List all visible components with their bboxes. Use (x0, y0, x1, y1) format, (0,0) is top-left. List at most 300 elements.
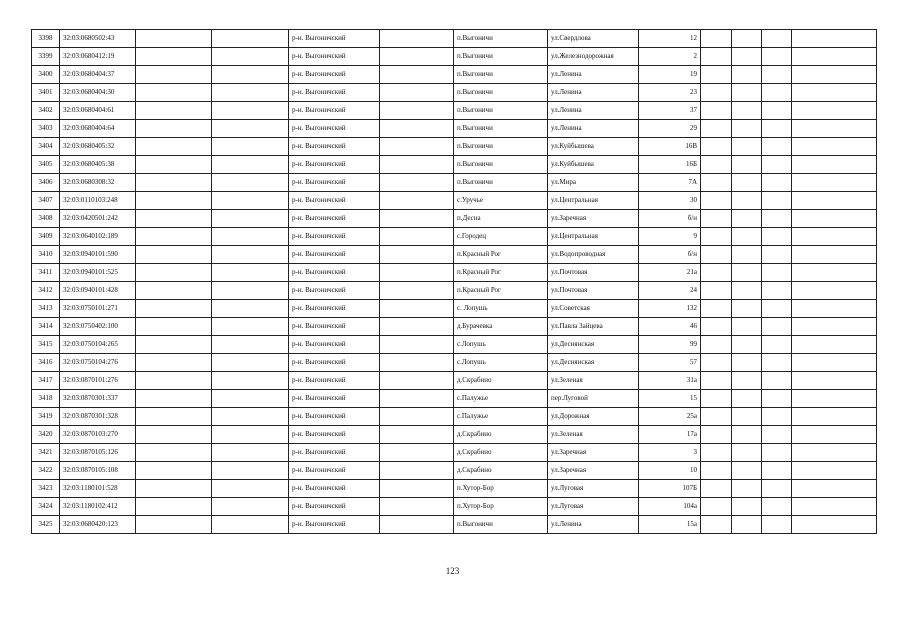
cell-empty (762, 120, 792, 138)
cell-empty (701, 228, 732, 246)
cell-empty (762, 300, 792, 318)
cell-empty (701, 462, 732, 480)
cell-empty (732, 498, 762, 516)
cell-locality: д.Скрабино (454, 426, 548, 444)
cell-cad: 32:03:0940101:525 (60, 264, 136, 282)
cell-locality: п.Выгоничи (454, 66, 548, 84)
cell-num: 3415 (32, 336, 60, 354)
cell-house: 21а (639, 264, 701, 282)
cell-house: 12 (639, 30, 701, 48)
cell-empty (136, 354, 212, 372)
cell-empty (792, 516, 877, 534)
cell-empty (701, 444, 732, 462)
cell-locality: п.Хутор-Бор (454, 480, 548, 498)
cell-empty (792, 444, 877, 462)
table-row (32, 498, 877, 516)
cell-empty (212, 354, 289, 372)
cell-empty (380, 498, 454, 516)
cell-cad: 32:03:0940101:590 (60, 246, 136, 264)
cell-empty (136, 318, 212, 336)
cell-empty (380, 516, 454, 534)
cell-house: 99 (639, 336, 701, 354)
cell-empty (136, 300, 212, 318)
cell-street: ул.Ленина (548, 84, 639, 102)
cell-num: 3423 (32, 480, 60, 498)
cell-locality: с.Палужье (454, 390, 548, 408)
table-row (32, 426, 877, 444)
cell-empty (762, 372, 792, 390)
cell-cad: 32:03:0870105:108 (60, 462, 136, 480)
table-row (32, 30, 877, 48)
cell-empty (701, 390, 732, 408)
cell-empty (762, 246, 792, 264)
cell-cad: 32:03:0870105:126 (60, 444, 136, 462)
table-row (32, 84, 877, 102)
cell-street: ул.Водопроводная (548, 246, 639, 264)
cell-empty (212, 426, 289, 444)
cell-district: р-н. Выгоничский (289, 444, 380, 462)
cell-empty (212, 246, 289, 264)
cell-cad: 32:03:0680405:38 (60, 156, 136, 174)
cell-house: 17а (639, 426, 701, 444)
cell-cad: 32:03:0750402:100 (60, 318, 136, 336)
cell-empty (762, 210, 792, 228)
cell-empty (136, 282, 212, 300)
cell-house: 10 (639, 462, 701, 480)
table-row (32, 210, 877, 228)
cell-empty (792, 120, 877, 138)
cell-empty (762, 336, 792, 354)
cell-empty (212, 390, 289, 408)
cell-empty (792, 228, 877, 246)
cell-empty (136, 480, 212, 498)
cell-locality: п.Десна (454, 210, 548, 228)
table-row (32, 444, 877, 462)
cell-cad: 32:03:0870301:337 (60, 390, 136, 408)
cell-empty (762, 156, 792, 174)
cell-empty (701, 282, 732, 300)
cell-empty (212, 192, 289, 210)
cell-district: р-н. Выгоничский (289, 210, 380, 228)
cell-empty (212, 444, 289, 462)
cell-house: 104а (639, 498, 701, 516)
cell-locality: с.Лопушь (454, 354, 548, 372)
cell-empty (212, 516, 289, 534)
cell-empty (762, 408, 792, 426)
cell-empty (762, 138, 792, 156)
cell-empty (762, 462, 792, 480)
cell-empty (732, 48, 762, 66)
cell-num: 3420 (32, 426, 60, 444)
cell-empty (792, 192, 877, 210)
cell-empty (212, 156, 289, 174)
cell-empty (136, 174, 212, 192)
property-registry-table (31, 29, 877, 534)
cell-empty (212, 408, 289, 426)
cell-district: р-н. Выгоничский (289, 138, 380, 156)
cell-locality: д.Скрабино (454, 462, 548, 480)
cell-house: 19 (639, 66, 701, 84)
cell-street: ул.Свердлова (548, 30, 639, 48)
cell-street: ул.Ленина (548, 516, 639, 534)
cell-empty (136, 102, 212, 120)
cell-empty (732, 426, 762, 444)
cell-empty (212, 174, 289, 192)
cell-empty (212, 480, 289, 498)
cell-empty (792, 480, 877, 498)
cell-empty (732, 282, 762, 300)
cell-locality: п.Выгоничи (454, 48, 548, 66)
cell-empty (136, 156, 212, 174)
cell-num: 3424 (32, 498, 60, 516)
cell-empty (762, 48, 792, 66)
cell-district: р-н. Выгоничский (289, 318, 380, 336)
cell-district: р-н. Выгоничский (289, 372, 380, 390)
table-row (32, 408, 877, 426)
cell-locality: п.Выгоничи (454, 156, 548, 174)
cell-district: р-н. Выгоничский (289, 264, 380, 282)
cell-street: ул.Заречная (548, 462, 639, 480)
cell-empty (136, 498, 212, 516)
table-body (32, 30, 877, 534)
cell-empty (792, 48, 877, 66)
cell-empty (136, 426, 212, 444)
cell-district: р-н. Выгоничский (289, 498, 380, 516)
cell-empty (762, 264, 792, 282)
cell-house: 7А (639, 174, 701, 192)
table-row (32, 138, 877, 156)
cell-street: пер.Луговой (548, 390, 639, 408)
cell-empty (762, 516, 792, 534)
cell-empty (212, 462, 289, 480)
cell-empty (380, 138, 454, 156)
cell-district: р-н. Выгоничский (289, 102, 380, 120)
cell-locality: п.Выгоничи (454, 102, 548, 120)
table-row (32, 516, 877, 534)
cell-district: р-н. Выгоничский (289, 246, 380, 264)
cell-empty (380, 390, 454, 408)
cell-empty (732, 300, 762, 318)
cell-street: ул.Мира (548, 174, 639, 192)
cell-empty (792, 30, 877, 48)
cell-empty (792, 66, 877, 84)
cell-empty (380, 210, 454, 228)
cell-street: ул.Центральная (548, 228, 639, 246)
table-row (32, 336, 877, 354)
cell-empty (701, 372, 732, 390)
cell-locality: п.Выгоничи (454, 174, 548, 192)
cell-house: 2 (639, 48, 701, 66)
table-row (32, 282, 877, 300)
cell-empty (701, 138, 732, 156)
cell-locality: с.Уручье (454, 192, 548, 210)
cell-num: 3398 (32, 30, 60, 48)
cell-district: р-н. Выгоничский (289, 480, 380, 498)
cell-num: 3419 (32, 408, 60, 426)
table-row (32, 120, 877, 138)
cell-empty (701, 174, 732, 192)
cell-empty (380, 156, 454, 174)
cell-empty (792, 138, 877, 156)
cell-cad: 32:03:0680308:32 (60, 174, 136, 192)
cell-empty (701, 192, 732, 210)
cell-house: 57 (639, 354, 701, 372)
cell-cad: 32:03:0680404:61 (60, 102, 136, 120)
cell-house: 3 (639, 444, 701, 462)
cell-empty (380, 174, 454, 192)
cell-empty (701, 318, 732, 336)
cell-locality: п.Красный Рог (454, 264, 548, 282)
cell-empty (380, 480, 454, 498)
cell-house: 31а (639, 372, 701, 390)
cell-cad: 32:03:1180101:528 (60, 480, 136, 498)
cell-locality: п.Выгоничи (454, 516, 548, 534)
cell-street: ул.Куйбышева (548, 138, 639, 156)
cell-empty (732, 84, 762, 102)
cell-district: р-н. Выгоничский (289, 390, 380, 408)
cell-district: р-н. Выгоничский (289, 174, 380, 192)
cell-empty (701, 210, 732, 228)
cell-empty (701, 84, 732, 102)
cell-empty (762, 318, 792, 336)
cell-num: 3407 (32, 192, 60, 210)
cell-street: ул.Деснянская (548, 336, 639, 354)
cell-empty (701, 30, 732, 48)
cell-street: ул.Зеленая (548, 372, 639, 390)
cell-empty (762, 30, 792, 48)
cell-empty (212, 318, 289, 336)
table-row (32, 102, 877, 120)
cell-empty (732, 174, 762, 192)
cell-locality: с.Лопушь (454, 336, 548, 354)
cell-empty (380, 462, 454, 480)
cell-empty (701, 156, 732, 174)
cell-empty (792, 246, 877, 264)
cell-empty (762, 426, 792, 444)
table-row (32, 372, 877, 390)
cell-empty (732, 336, 762, 354)
cell-street: ул.Куйбышева (548, 156, 639, 174)
cell-empty (792, 102, 877, 120)
cell-empty (732, 102, 762, 120)
cell-empty (136, 408, 212, 426)
cell-cad: 32:03:0680405:32 (60, 138, 136, 156)
cell-empty (136, 210, 212, 228)
cell-num: 3406 (32, 174, 60, 192)
cell-locality: п.Выгоничи (454, 120, 548, 138)
cell-empty (212, 210, 289, 228)
table-row (32, 462, 877, 480)
cell-empty (701, 66, 732, 84)
cell-street: ул.Ленина (548, 102, 639, 120)
cell-house: 30 (639, 192, 701, 210)
cell-empty (136, 444, 212, 462)
cell-num: 3404 (32, 138, 60, 156)
cell-empty (762, 282, 792, 300)
cell-empty (136, 84, 212, 102)
cell-cad: 32:03:0870101:276 (60, 372, 136, 390)
cell-empty (701, 300, 732, 318)
cell-empty (380, 426, 454, 444)
cell-empty (762, 174, 792, 192)
cell-empty (136, 516, 212, 534)
cell-empty (732, 246, 762, 264)
cell-district: р-н. Выгоничский (289, 120, 380, 138)
cell-empty (701, 264, 732, 282)
cell-empty (732, 228, 762, 246)
cell-empty (212, 30, 289, 48)
cell-cad: 32:03:0680404:30 (60, 84, 136, 102)
cell-house: 15а (639, 516, 701, 534)
cell-num: 3411 (32, 264, 60, 282)
cell-locality: п.Выгоничи (454, 30, 548, 48)
cell-empty (732, 66, 762, 84)
cell-district: р-н. Выгоничский (289, 408, 380, 426)
cell-empty (792, 336, 877, 354)
cell-street: ул.Деснянская (548, 354, 639, 372)
cell-num: 3413 (32, 300, 60, 318)
cell-locality: д.Скрабино (454, 444, 548, 462)
cell-num: 3425 (32, 516, 60, 534)
table-row (32, 264, 877, 282)
cell-district: р-н. Выгоничский (289, 516, 380, 534)
cell-num: 3403 (32, 120, 60, 138)
cell-street: ул.Павла Зайцева (548, 318, 639, 336)
cell-num: 3417 (32, 372, 60, 390)
cell-empty (732, 156, 762, 174)
cell-locality: д.Бурачевка (454, 318, 548, 336)
cell-locality: п.Выгоничи (454, 84, 548, 102)
cell-cad: 32:03:0940101:428 (60, 282, 136, 300)
cell-locality: д.Скрабино (454, 372, 548, 390)
cell-house: 29 (639, 120, 701, 138)
cell-empty (380, 48, 454, 66)
cell-empty (792, 210, 877, 228)
cell-empty (380, 192, 454, 210)
cell-empty (212, 336, 289, 354)
cell-district: р-н. Выгоничский (289, 192, 380, 210)
cell-empty (762, 192, 792, 210)
cell-empty (701, 408, 732, 426)
cell-empty (701, 336, 732, 354)
cell-empty (212, 66, 289, 84)
cell-cad: 32:03:1180102:412 (60, 498, 136, 516)
cell-street: ул.Почтовая (548, 282, 639, 300)
cell-empty (792, 282, 877, 300)
cell-district: р-н. Выгоничский (289, 156, 380, 174)
cell-district: р-н. Выгоничский (289, 48, 380, 66)
cell-empty (136, 120, 212, 138)
cell-empty (732, 516, 762, 534)
page-number: 123 (445, 566, 460, 576)
table-row (32, 390, 877, 408)
cell-empty (380, 30, 454, 48)
cell-empty (212, 498, 289, 516)
cell-empty (136, 228, 212, 246)
cell-empty (732, 408, 762, 426)
cell-locality: с.Палужье (454, 408, 548, 426)
cell-empty (212, 102, 289, 120)
cell-street: ул.Ленина (548, 120, 639, 138)
cell-district: р-н. Выгоничский (289, 426, 380, 444)
cell-district: р-н. Выгоничский (289, 462, 380, 480)
cell-empty (732, 264, 762, 282)
table-row (32, 480, 877, 498)
cell-district: р-н. Выгоничский (289, 336, 380, 354)
cell-empty (380, 372, 454, 390)
cell-empty (212, 300, 289, 318)
cell-empty (380, 246, 454, 264)
cell-empty (380, 282, 454, 300)
cell-empty (792, 264, 877, 282)
cell-house: 37 (639, 102, 701, 120)
cell-empty (701, 102, 732, 120)
cell-empty (136, 264, 212, 282)
cell-num: 3421 (32, 444, 60, 462)
cell-house: 15 (639, 390, 701, 408)
cell-locality: п.Выгоничи (454, 138, 548, 156)
cell-empty (380, 408, 454, 426)
cell-house: 16В (639, 138, 701, 156)
cell-cad: 32:03:0680412:19 (60, 48, 136, 66)
cell-street: ул.Луговая (548, 480, 639, 498)
cell-empty (380, 300, 454, 318)
cell-street: ул.Дорожная (548, 408, 639, 426)
cell-street: ул.Ленина (548, 66, 639, 84)
cell-empty (792, 426, 877, 444)
cell-house: 132 (639, 300, 701, 318)
cell-cad: 32:03:0640102:189 (60, 228, 136, 246)
cell-empty (732, 120, 762, 138)
cell-num: 3399 (32, 48, 60, 66)
cell-district: р-н. Выгоничский (289, 66, 380, 84)
cell-empty (212, 120, 289, 138)
cell-empty (762, 444, 792, 462)
cell-num: 3402 (32, 102, 60, 120)
cell-empty (792, 318, 877, 336)
cell-empty (732, 390, 762, 408)
table-row (32, 246, 877, 264)
cell-house: 107Б (639, 480, 701, 498)
cell-num: 3400 (32, 66, 60, 84)
cell-locality: п.Красный Рог (454, 246, 548, 264)
cell-house: 24 (639, 282, 701, 300)
cell-street: ул.Советская (548, 300, 639, 318)
cell-locality: п.Хутор-Бор (454, 498, 548, 516)
cell-num: 3410 (32, 246, 60, 264)
cell-empty (792, 84, 877, 102)
cell-district: р-н. Выгоничский (289, 228, 380, 246)
cell-cad: 32:03:0680420:123 (60, 516, 136, 534)
cell-empty (380, 336, 454, 354)
cell-empty (762, 66, 792, 84)
cell-empty (792, 408, 877, 426)
cell-empty (136, 30, 212, 48)
cell-empty (732, 210, 762, 228)
cell-empty (380, 228, 454, 246)
cell-district: р-н. Выгоничский (289, 84, 380, 102)
cell-locality: с. Лопушь (454, 300, 548, 318)
cell-empty (136, 138, 212, 156)
table-row (32, 192, 877, 210)
cell-empty (701, 48, 732, 66)
cell-empty (732, 318, 762, 336)
cell-num: 3416 (32, 354, 60, 372)
cell-empty (136, 462, 212, 480)
cell-cad: 32:03:0750101:271 (60, 300, 136, 318)
cell-empty (701, 426, 732, 444)
cell-street: ул.Зеленая (548, 426, 639, 444)
